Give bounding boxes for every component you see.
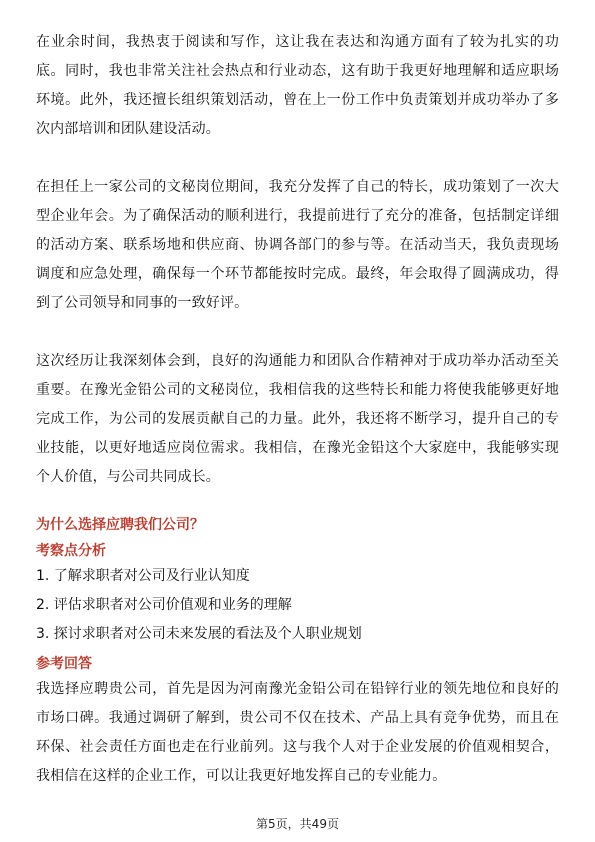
analysis-point: 3. 探讨求职者对公司未来发展的看法及个人职业规划 [36,626,362,642]
analysis-point: 2. 评估求职者对公司价值观和业务的理解 [36,597,292,613]
paragraph-spacer [36,492,559,514]
analysis-point: 1. 了解求职者对公司及行业认知度 [36,568,250,584]
analysis-points-list [36,562,559,649]
analysis-heading: 考察点分析 [36,543,106,559]
paragraph-spacer [36,318,559,347]
paragraph-hobbies: 在业余时间，我热衷于阅读和写作，这让我在表达和沟通方面有了较为扎实的功底。同时，我也非常关注社会热点和行业动态，这有助于我更好地理解和适应职场环境。此外，我还擅长组织策划活动，曾在上一份工作中负责策划并成功举办了多次内部培训和团队建设活动。 [36,34,559,137]
paragraph-spacer [36,144,559,173]
answer-text: 我选择应聘贵公司，首先是因为河南豫光金铅公司在铅锌行业的领先地位和良好的市场口碑。我通过调研了解到，贵公司不仅在技术、产品上具有竞争优势，而且在环保、社会责任方面也走在行业前列。这与我个人对于企业发展的价值观相契合，我相信在这样的企业工作，可以让我更好地发挥自己的专业能力。 [36,681,559,784]
page-content [36,28,559,791]
paragraph-conclusion: 这次经历让我深刻体会到，良好的沟通能力和团队合作精神对于成功举办活动至关重要。在豫光金铅公司的文秘岗位，我相信我的这些特长和能力将使我能够更好地完成工作，为公司的发展贡献自己的力量。此外，我还将不断学习，提升自己的专业技能，以更好地适应岗位需求。我相信，在豫光金铅这个大家庭中，我能够实现个人价值，与公司共同成长。 [36,353,559,485]
answer-heading: 参考回答 [36,656,92,672]
paragraph-experience: 在担任上一家公司的文秘岗位期间，我充分发挥了自己的特长，成功策划了一次大型企业年会。为了确保活动的顺利进行，我提前进行了充分的准备，包括制定详细的活动方案、联系场地和供应商、协调各部门的参与等。在活动当天，我负责现场调度和应急处理，确保每一个环节都能按时完成。最终，年会取得了圆满成功，得到了公司领导和同事的一致好评。 [36,179,559,311]
page-number: 第5页，共49页 [256,817,339,831]
question-title: 为什么选择应聘我们公司？ [36,517,204,533]
